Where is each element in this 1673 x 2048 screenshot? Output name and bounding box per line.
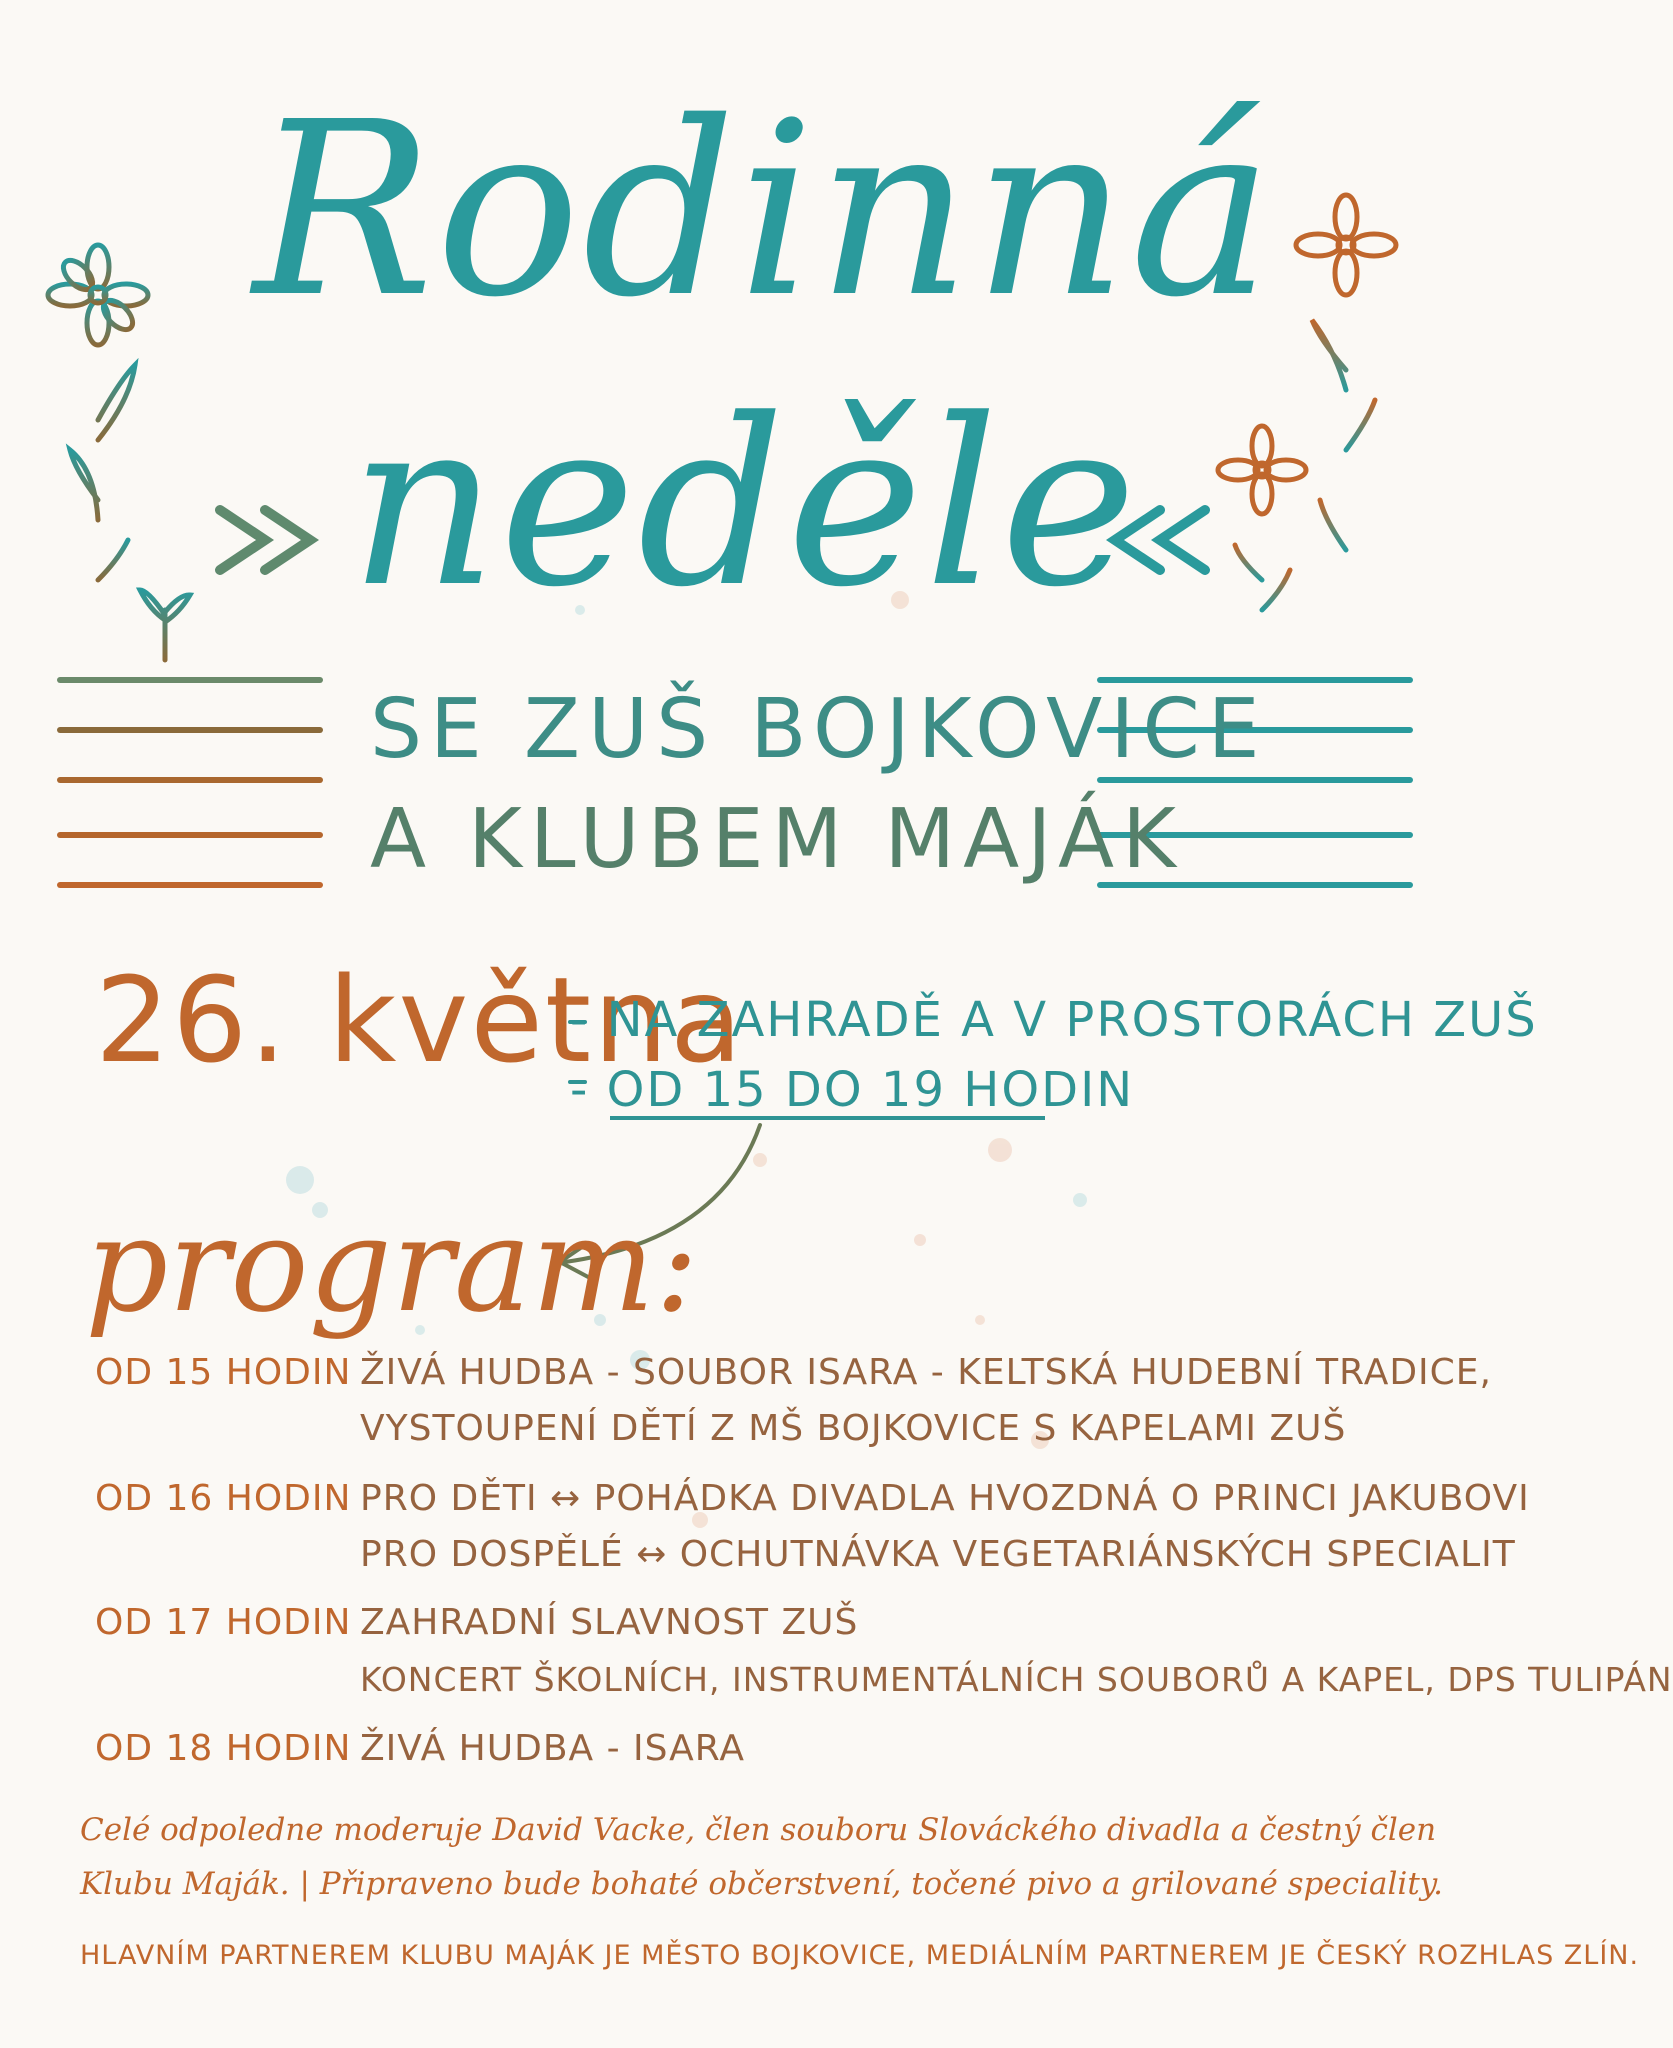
- event-time: - OD 15 DO 19 HODIN: [570, 1062, 1135, 1118]
- note-line-2: Klubu Maják. | Připraveno bude bohaté občerstvení, točené pivo a grilované speciality.: [80, 1866, 1444, 1902]
- program-row-time: OD 18 HODIN: [95, 1728, 352, 1769]
- program-row-line: ZAHRADNÍ SLAVNOST ZUŠ: [360, 1602, 859, 1643]
- event-place: - NA ZAHRADĚ A V PROSTORÁCH ZUŠ: [570, 992, 1538, 1048]
- title-line-1: Rodinná: [253, 70, 1275, 350]
- subtitle-line-2: A KLUBEM MAJÁK: [370, 792, 1184, 887]
- program-row-time: OD 17 HODIN: [95, 1602, 352, 1643]
- program-row-line: KONCERT ŠKOLNÍCH, INSTRUMENTÁLNÍCH SOUBORŮ A KAPEL, DPS TULIPÁN: [360, 1660, 1673, 1699]
- program-row-line: ŽIVÁ HUDBA - SOUBOR ISARA - KELTSKÁ HUDEBNÍ TRADICE,: [360, 1352, 1492, 1393]
- note-line-1: Celé odpoledne moderuje David Vacke, člen souboru Slováckého divadla a čestný člen: [80, 1812, 1437, 1848]
- program-row-line: ŽIVÁ HUDBA - ISARA: [360, 1728, 745, 1769]
- program-row-time: OD 16 HODIN: [95, 1478, 352, 1519]
- event-date: 26. května: [95, 951, 745, 1089]
- program-heading: program:: [85, 1189, 699, 1341]
- subtitle-line-1: SE ZUŠ BOJKOVICE: [370, 682, 1268, 777]
- program-row-line: VYSTOUPENÍ DĚTÍ Z MŠ BOJKOVICE S KAPELAMI ZUŠ: [360, 1408, 1347, 1449]
- program-row-time: OD 15 HODIN: [95, 1352, 352, 1393]
- title-line-2: neděle: [349, 371, 1139, 638]
- program-row-line: PRO DĚTI ↔ POHÁDKA DIVADLA HVOZDNÁ O PRINCI JAKUBOVI: [360, 1478, 1530, 1519]
- left-lines: [60, 680, 320, 885]
- partners-text: HLAVNÍM PARTNEREM KLUBU MAJÁK JE MĚSTO BOJKOVICE, MEDIÁLNÍM PARTNEREM JE ČESKÝ ROZHLAS ZLÍN.: [80, 1940, 1640, 1971]
- program-row-line: PRO DOSPĚLÉ ↔ OCHUTNÁVKA VEGETARIÁNSKÝCH SPECIALIT: [360, 1534, 1516, 1575]
